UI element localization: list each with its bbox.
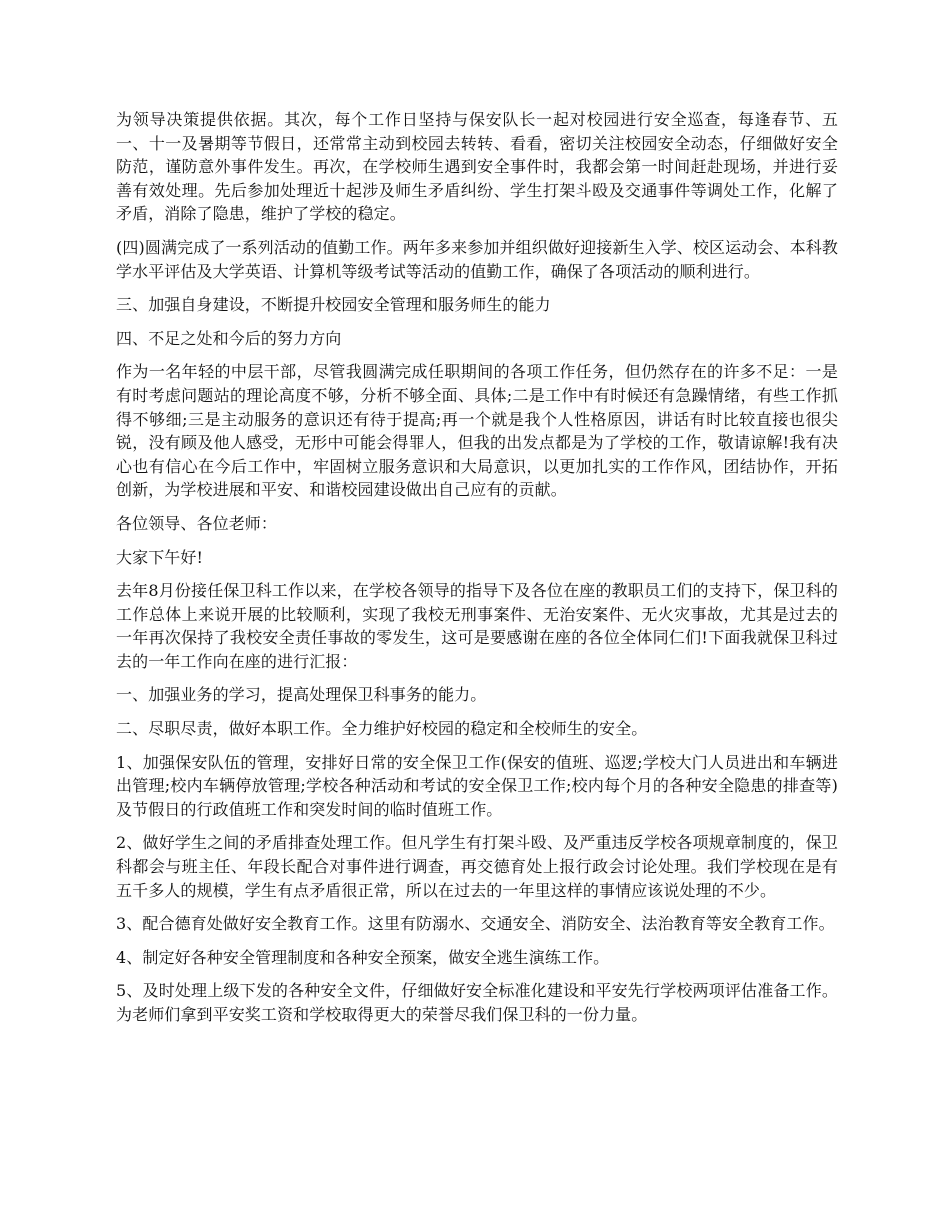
paragraph-8: 去年8月份接任保卫科工作以来，在学校各领导的指导下及各位在座的教职员工们的支持下，保卫科的工作总体上来说开展的比较顺利，实现了我校无刑事案件、无治安案件、无火灾事故，尤其是过去的一年再次保持了我校安全责任事故的零发生，这可是要感谢在座的各位全体同仁们!下面我就保卫科过去的一年工作向在座的进行汇报： [116,581,838,671]
list-item-5: 5、及时处理上级下发的各种安全文件，仔细做好安全标准化建设和平安先行学校两项评估准备工作。为老师们拿到平安奖工资和学校取得更大的荣誉尽我们保卫科的一份力量。 [116,981,838,1024]
list-item-4: 4、制定好各种安全管理制度和各种安全预案，做安全逃生演练工作。 [116,947,610,967]
section-heading-one: 一、加强业务的学习，提高处理保卫科事务的能力。 [116,685,487,705]
paragraph-1: 为领导决策提供依据。其次，每个工作日坚持与保安队长一起对校园进行安全巡查，每逢春节、五一、十一及暑期等节假日，还常常主动到校园去转转、看看，密切关注校园安全动态，仔细做好安全防范，谨防意外事件发生。再次，在学校师生遇到安全事件时，我都会第一时间赶赴现场，并进行妥善有效处理。先后参加处理近十起涉及师生矛盾纠纷、学生打架斗殴及交通事件等调处工作，化解了矛盾，消除了隐患，维护了学校的稳定。 [116,110,838,224]
list-item-3: 3、配合德育处做好安全教育工作。这里有防溺水、交通安全、消防安全、法治教育等安全教育工作。 [116,914,835,934]
section-heading-4: 四、不足之处和今后的努力方向 [116,328,342,348]
paragraph-2: (四)圆满完成了一系列活动的值勤工作。两年多来参加并组织做好迎接新生入学、校区运动会、本科教学水平评估及大学英语、计算机等级考试等活动的值勤工作，确保了各项活动的顺利进行。 [116,237,838,281]
list-item-2: 2、做好学生之间的矛盾排查处理工作。但凡学生有打架斗殴、及严重违反学校各项规章制度的，保卫科都会与班主任、年段长配合对事件进行调查，再交德育处上报行政会讨论处理。我们学校现在是有五千多人的规模，学生有点矛盾很正常，所以在过去的一年里这样的事情应该说处理的不少。 [116,833,838,900]
section-heading-two: 二、尽职尽责，做好本职工作。全力维护好校园的稳定和全校师生的安全。 [116,719,648,739]
list-item-1: 1、加强保安队伍的管理，安排好日常的安全保卫工作(保安的值班、巡逻;学校大门人员进出和车辆进出管理;校内车辆停放管理;学校各种活动和考试的安全保卫工作;校内每个月的各种安全隐患的排查等)及节假日的行政值班工作和突发时间的临时值班工作。 [116,752,838,819]
paragraph-5: 作为一名年轻的中层干部，尽管我圆满完成任职期间的各项工作任务，但仍然存在的许多不足：一是有时考虑问题站的理论高度不够，分析不够全面、具体;二是工作中有时候还有急躁情绪，有些工作抓得不够细;三是主动服务的意识还有待于提高;再一个就是我个人性格原因，讲话有时比较直接也很尖锐，没有顾及他人感受，无形中可能会得罪人，但我的出发点都是为了学校的工作，敬请谅解!我有决心也有信心在今后工作中，牢固树立服务意识和大局意识，以更加扎实的工作作风，团结协作，开拓创新，为学校进展和平安、和谐校园建设做出自己应有的贡献。 [116,362,838,500]
greeting: 大家下午好! [116,547,204,567]
section-heading-3: 三、加强自身建设，不断提升校园安全管理和服务师生的能力 [116,295,551,315]
salutation: 各位领导、各位老师： [116,513,278,533]
